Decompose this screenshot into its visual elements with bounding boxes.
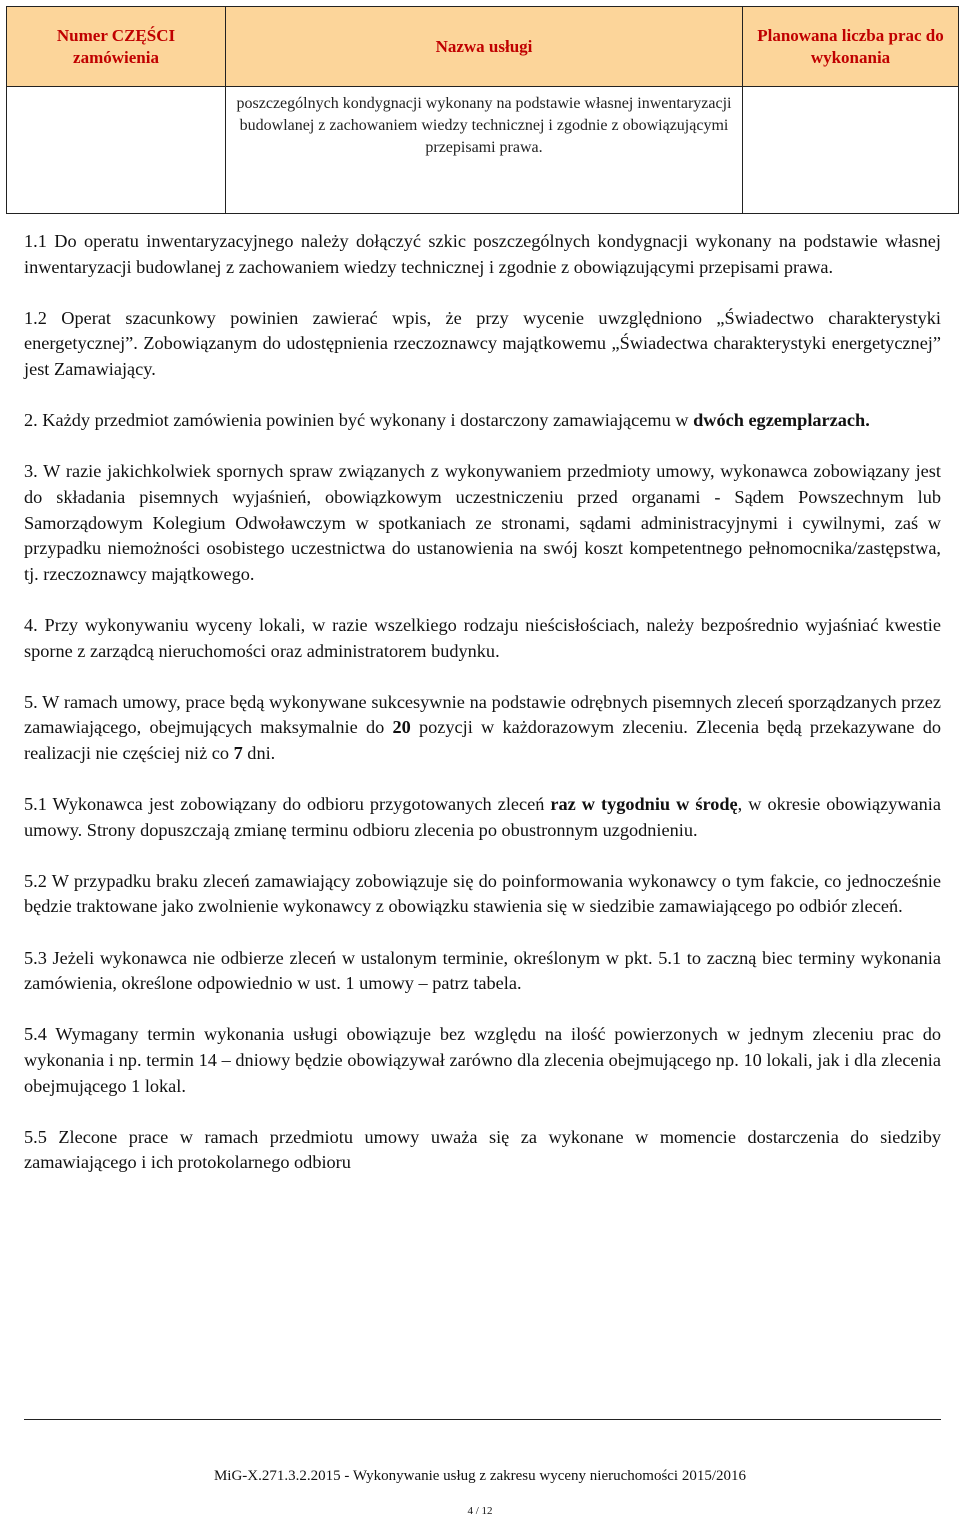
footer-divider: [24, 1419, 941, 1420]
header-planned-count: Planowana liczba prac do wykonania: [743, 7, 959, 87]
footer-text: MiG-X.271.3.2.2015 - Wykonywanie usług z zakresu wyceny nieruchomości 2015/2016: [213, 1468, 747, 1484]
services-table: [6, 6, 959, 214]
paragraph-1-1: 1.1 Do operatu inwentaryzacyjnego należy dołączyć szkic poszczególnych kondygnacji wykonany na podstawie własnej inwentaryzacji budowlanej z zachowaniem wiedzy technicznej i zgodnie z obowiązującymi przepisami prawa.: [24, 231, 941, 277]
cell-service-name: poszczególnych kondygnacji wykonany na podstawie własnej inwentaryzacji budowlanej z zachowaniem wiedzy technicznej i zgodnie z obowiązującymi przepisami prawa.: [226, 87, 743, 214]
paragraph-5-text-c: dni.: [242, 742, 276, 763]
paragraph-5-1-bold: raz w tygodniu w środę: [550, 794, 738, 815]
document-body: [24, 229, 941, 1176]
paragraph-5-1-text-a: 5.1 Wykonawca jest zobowiązany do odbioru przygotowanych zleceń: [24, 794, 551, 815]
cell-planned-count: [743, 87, 959, 214]
paragraph-5-1-text-b: , w okresie obowiązywania umowy. Strony dopuszczają zmianę terminu odbioru zlecenia po obustronnym uzgodnieniu.: [24, 794, 941, 840]
paragraph-2-text: 2. Każdy przedmiot zamówienia powinien być wykonany i dostarczony zamawiającemu w: [24, 410, 694, 431]
paragraph-3: 3. W razie jakichkolwiek spornych spraw związanych z wykonywaniem przedmioty umowy, wykonawca zobowiązany jest do składania pisemnych wyjaśnień, obowiązkowym uczestniczeniu przed organami - Sądem Powszechnym lub Samorządowym Kolegium Odwoławczym w spotkaniach ze stronami, sądami administracyjnymi i cywilnymi, zaś w przypadku niemożności osobistego uczestnictwa do ustanowienia na swój koszt kompetentnego pełnomocnika/zastępstwa, tj. rzeczoznawcy majątkowego.: [24, 461, 941, 584]
paragraph-1-2: 1.2 Operat szacunkowy powinien zawierać wpis, że przy wycenie uwzględniono „Świadectwo charakterystyki energetycznej”. Zobowiązanym do udostępnienia rzeczoznawcy majątkowemu „Świadectwa charakterystyki energetycznej” jest Zamawiający.: [24, 307, 941, 379]
paragraph-2: [24, 408, 941, 434]
paragraph-5: [24, 690, 941, 767]
paragraph-4: 4. Przy wykonywaniu wyceny lokali, w razie wszelkiego rodzaju nieścisłościach, należy bezpośrednio wyjaśniać kwestie sporne z zarządcą nieruchomości oraz administratorem budynku.: [24, 614, 941, 661]
paragraph-5-days: 7: [233, 742, 243, 763]
paragraph-5-3: 5.3 Jeżeli wykonawca nie odbierze zleceń w ustalonym terminie, określonym w pkt. 5.1 to zaczną biec terminy wykonania zamówienia, określone odpowiednio w ust. 1 umowy – patrz tabela.: [24, 947, 941, 994]
paragraph-5-max-items: 20: [392, 717, 411, 738]
paragraph-5-5: 5.5 Zlecone prace w ramach przedmiotu umowy uważa się za wykonane w momencie dostarczenia do siedziby zamawiającego i ich protokolarnego odbioru: [24, 1126, 941, 1173]
cell-part-number: [7, 87, 226, 214]
header-service-name: Nazwa usługi: [226, 7, 743, 87]
paragraph-5-text-a: 5. W ramach umowy, prace będą wykonywane sukcesywnie na podstawie odrębnych pisemnych zleceń sporządzanych przez zamawiającego, obejmujących maksymalnie do: [24, 691, 941, 738]
page-number: 4 / 12: [467, 1505, 493, 1517]
paragraph-5-text-b: pozycji w każdorazowym zleceniu. Zlecenia będą przekazywane do realizacji nie częściej niż co: [24, 717, 941, 763]
paragraph-5-2: 5.2 W przypadku braku zleceń zamawiający zobowiązuje się do poinformowania wykonawcy o tym fakcie, co jednocześnie będzie traktowane jako zwolnienie wykonawcy z obowiązku stawienia się w siedzibie zamawiającego po odbiór zleceń.: [24, 870, 941, 917]
header-part-number: Numer CZĘŚCI zamówienia: [7, 7, 226, 87]
paragraph-5-1: [24, 792, 941, 843]
paragraph-5-4: 5.4 Wymagany termin wykonania usługi obowiązuje bez względu na ilość powierzonych w jednym zleceniu prac do wykonania i np. termin 14 – dniowy będzie obowiązywał zarówno dla zlecenia obejmującego np. 10 lokali, jak i dla zlecenia obejmującego 1 lokal.: [24, 1024, 941, 1096]
paragraph-2-bold: dwóch egzemplarzach.: [693, 410, 870, 431]
